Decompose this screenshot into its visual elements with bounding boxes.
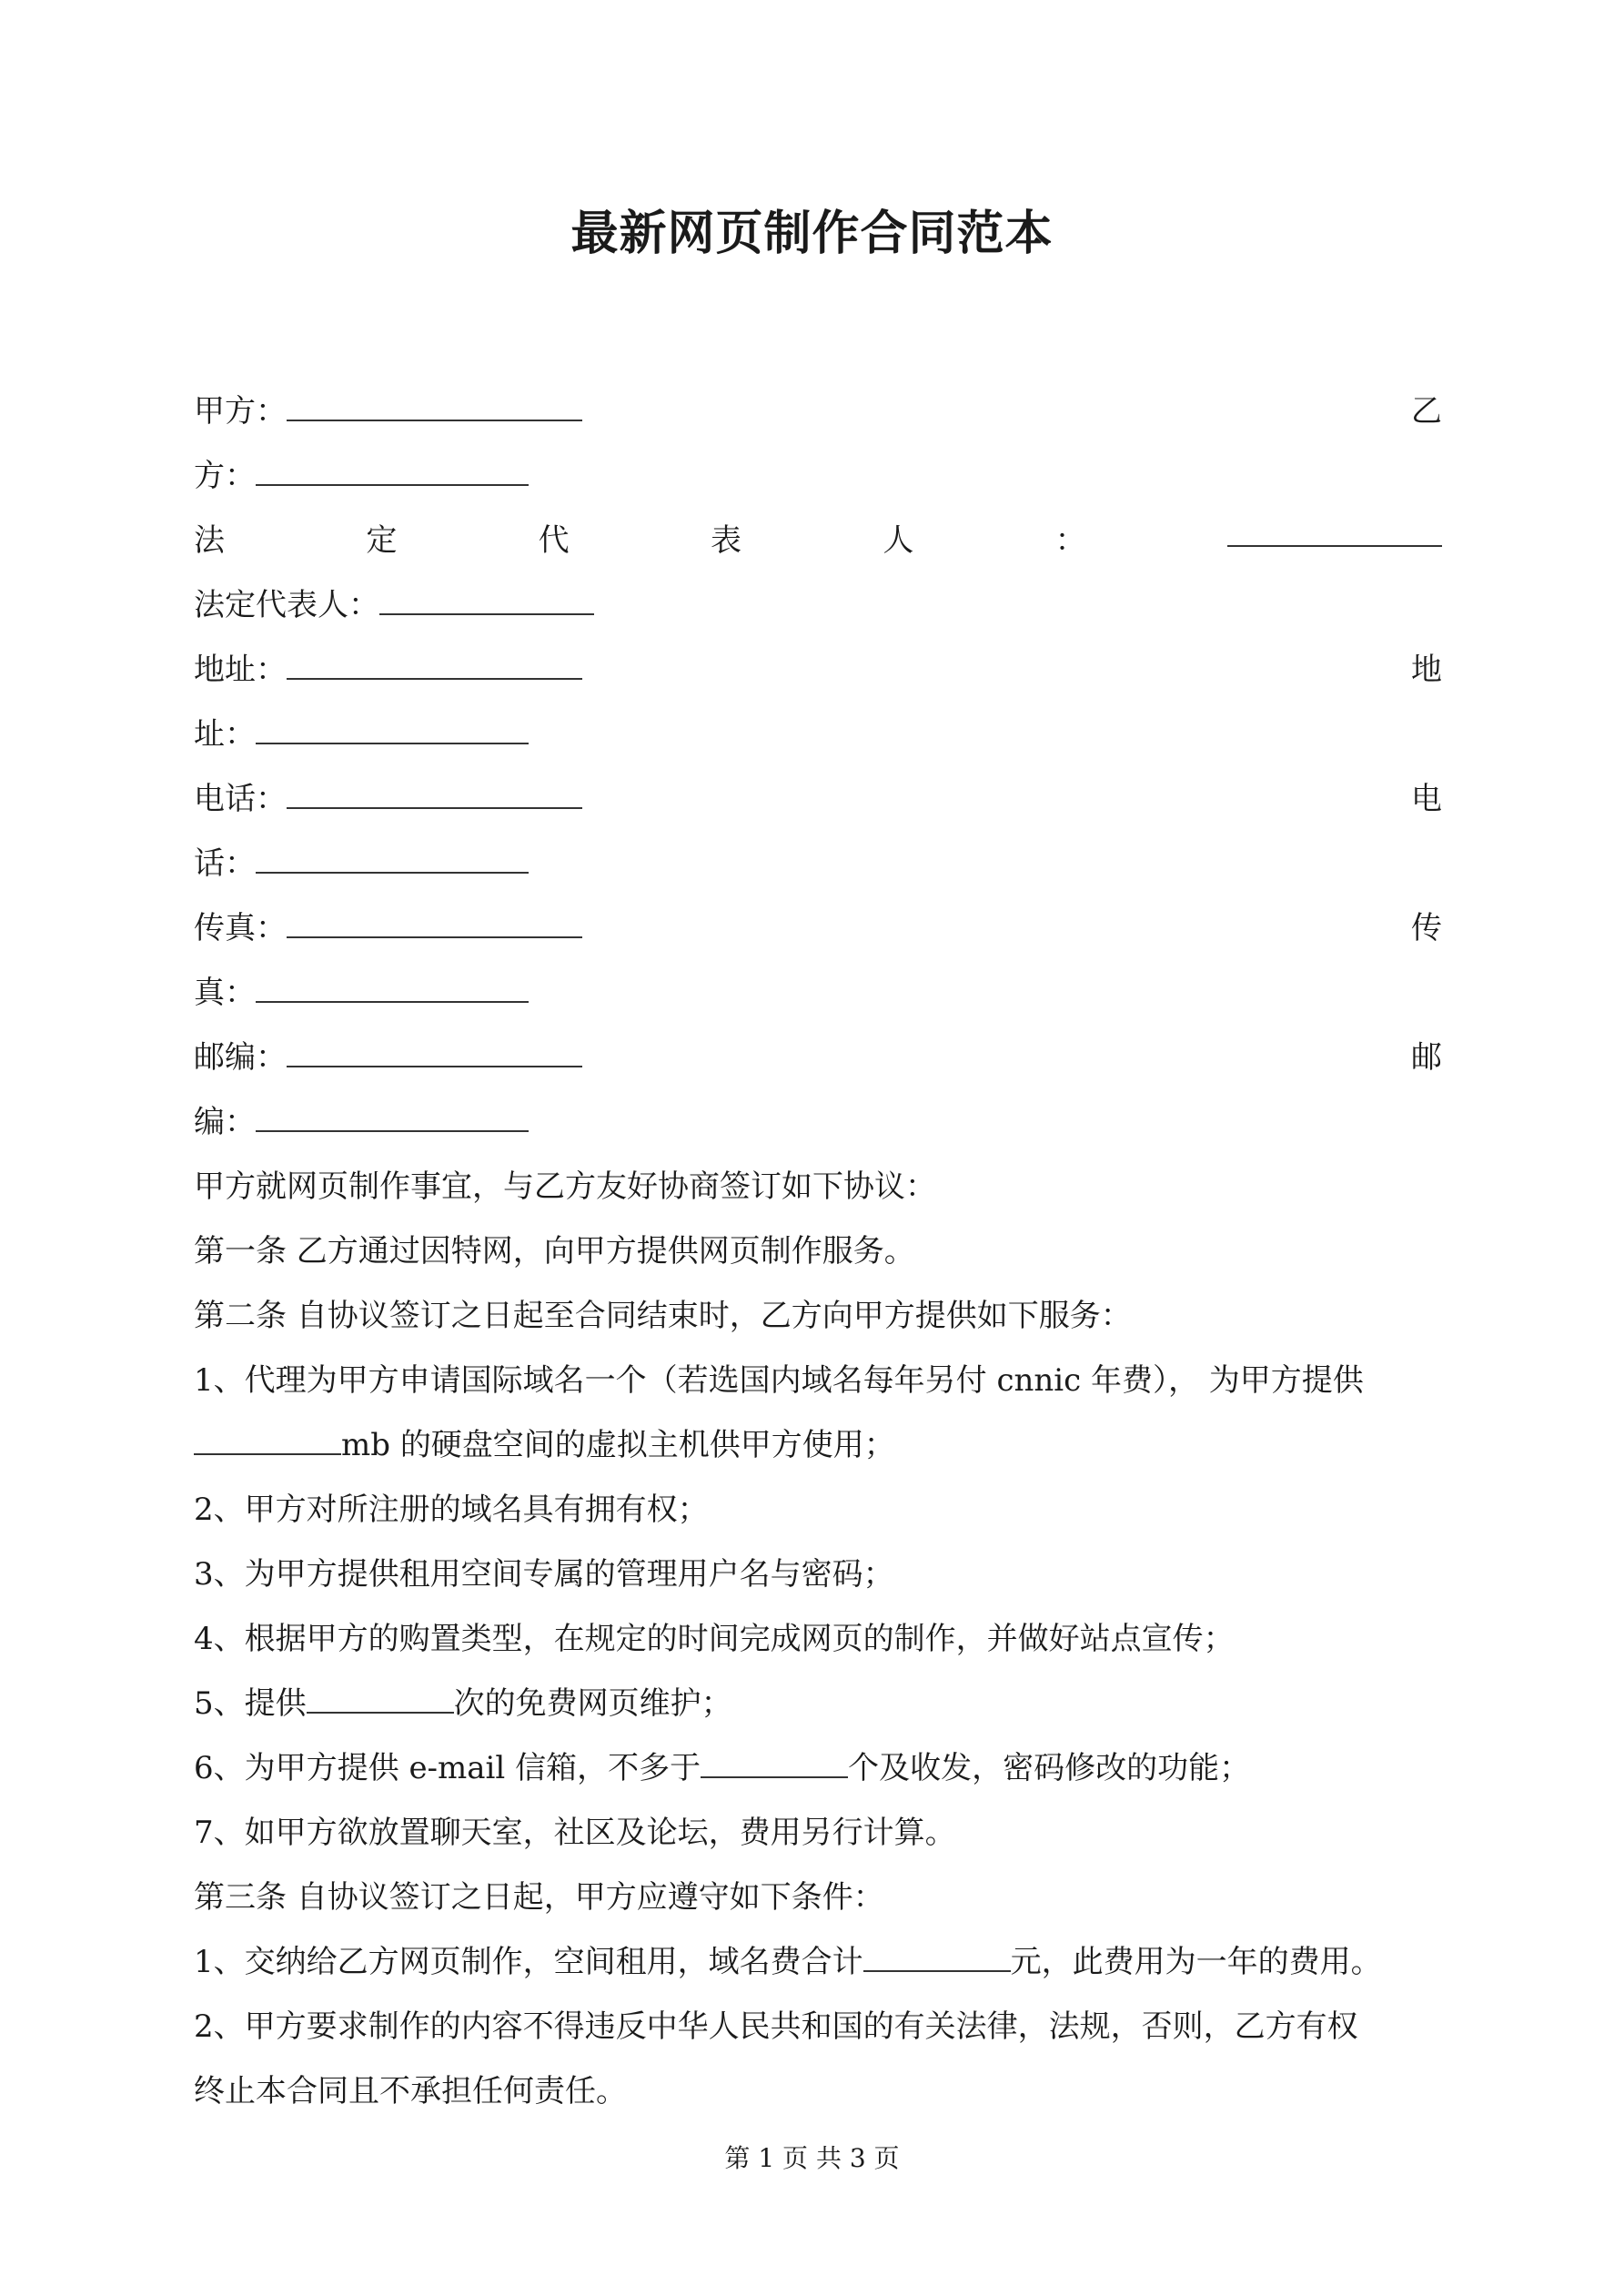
legal-rep-b-line — [194, 573, 1442, 638]
address-a-label: 地址： — [194, 652, 287, 688]
party-line — [194, 379, 1442, 444]
article-2-item-1-line-1: 1、代理为甲方申请国际域名一个（若选国内域名每年另付 cnnic 年费）， 为甲方提供 — [194, 1362, 1364, 1399]
fax-line — [194, 896, 1442, 961]
fax-b-first-char: 传 — [1411, 910, 1442, 946]
article-3-item-2-line-1: 2、甲方要求制作的内容不得违反中华人民共和国的有关法律，法规，否则，乙方有权 — [194, 2008, 1358, 2045]
postcode-b-blank — [256, 1094, 529, 1132]
intro-paragraph: 甲方就网页制作事宜，与乙方友好协商签订如下协议： — [194, 1168, 936, 1205]
article-2-item-6 — [194, 1736, 1442, 1801]
phone-b-line — [194, 832, 1442, 896]
disk-space-blank — [194, 1417, 341, 1455]
address-b-blank — [256, 706, 529, 744]
address-b-label: 址： — [194, 716, 256, 753]
fax-a-blank — [287, 900, 582, 938]
article-3: 第三条 自协议签订之日起，甲方应遵守如下条件： — [194, 1879, 884, 1916]
article-2: 第二条 自协议签订之日起至合同结束时，乙方向甲方提供如下服务： — [194, 1298, 1132, 1334]
postcode-b-line — [194, 1090, 1442, 1155]
legal-rep-label: 法定代表人： — [194, 587, 379, 623]
postcode-a-field — [194, 1026, 582, 1090]
article-2-item-4: 4、根据甲方的购置类型，在规定的时间完成网页的制作，并做好站点宣传； — [194, 1621, 1235, 1657]
article-2-item-2: 2、甲方对所注册的域名具有拥有权； — [194, 1492, 709, 1528]
phone-a-field — [194, 767, 582, 832]
party-b-blank — [256, 448, 529, 486]
fee-total-blank — [863, 1934, 1011, 1972]
legal-rep-char: 法 — [194, 522, 225, 559]
address-b-first-char: 地 — [1411, 652, 1442, 688]
postcode-line — [194, 1026, 1442, 1090]
article-2-item-3: 3、为甲方提供租用空间专属的管理用户名与密码； — [194, 1556, 894, 1593]
legal-rep-b-blank — [379, 577, 594, 615]
fax-a-label: 传真： — [194, 910, 287, 946]
legal-rep-char: 表 — [710, 522, 741, 559]
article-2-item-6-post: 个及收发，密码修改的功能； — [848, 1750, 1251, 1786]
fax-a-field — [194, 896, 582, 961]
address-a-field — [194, 638, 582, 703]
phone-b-first-char: 电 — [1411, 781, 1442, 817]
party-a-label: 甲方： — [194, 393, 287, 430]
phone-b-blank — [256, 835, 529, 874]
party-b-label: 方： — [194, 458, 256, 494]
article-2-item-1-text: mb 的硬盘空间的虚拟主机供甲方使用； — [341, 1427, 895, 1463]
article-1: 第一条 乙方通过因特网，向甲方提供网页制作服务。 — [194, 1233, 915, 1269]
article-2-item-5 — [194, 1672, 1442, 1736]
postcode-a-label: 邮编： — [194, 1039, 287, 1076]
address-a-blank — [287, 642, 582, 680]
article-2-item-5-pre: 5、提供 — [194, 1685, 307, 1722]
document-body — [194, 379, 1442, 2124]
fax-b-label: 真： — [194, 975, 256, 1011]
legal-rep-a-blank — [1227, 509, 1442, 547]
article-3-item-2-line-2: 终止本合同且不承担任何责任。 — [194, 2073, 627, 2109]
legal-rep-char: 代 — [538, 522, 570, 559]
email-count-blank — [701, 1740, 848, 1778]
legal-rep-char: 人 — [883, 522, 914, 559]
phone-a-label: 电话： — [194, 781, 287, 817]
party-a-blank — [287, 383, 582, 421]
postcode-a-blank — [287, 1029, 582, 1067]
article-3-item-1-post: 元，此费用为一年的费用。 — [1010, 1944, 1382, 1980]
document-title: 最新网页制作合同范本 — [570, 206, 1054, 261]
article-2-item-5-post: 次的免费网页维护； — [453, 1685, 732, 1722]
page-footer: 第 1 页 共 3 页 — [724, 2143, 900, 2173]
legal-rep-char: 定 — [366, 522, 398, 559]
fax-b-line — [194, 961, 1442, 1026]
fax-b-blank — [256, 965, 529, 1003]
article-2-item-6-pre: 6、为甲方提供 e-mail 信箱，不多于 — [194, 1750, 701, 1786]
party-b-first-char: 乙 — [1411, 393, 1442, 430]
address-line — [194, 638, 1442, 703]
party-b-line — [194, 444, 1442, 509]
legal-rep-spread-line — [194, 509, 1442, 573]
legal-rep-char: ： — [1054, 522, 1086, 559]
party-a-field — [194, 379, 582, 444]
article-3-item-1-pre: 1、交纳给乙方网页制作，空间租用，域名费合计 — [194, 1944, 863, 1980]
phone-a-blank — [287, 771, 582, 809]
postcode-b-first-char: 邮 — [1411, 1039, 1442, 1076]
phone-line — [194, 767, 1442, 832]
maintenance-count-blank — [307, 1675, 454, 1714]
phone-b-label: 话： — [194, 845, 256, 882]
postcode-b-label: 编： — [194, 1104, 256, 1140]
article-2-item-7: 7、如甲方欲放置聊天室，社区及论坛，费用另行计算。 — [194, 1815, 956, 1851]
article-2-item-1-line-2 — [194, 1413, 1442, 1478]
address-b-line — [194, 703, 1442, 767]
article-3-item-1 — [194, 1930, 1442, 1995]
